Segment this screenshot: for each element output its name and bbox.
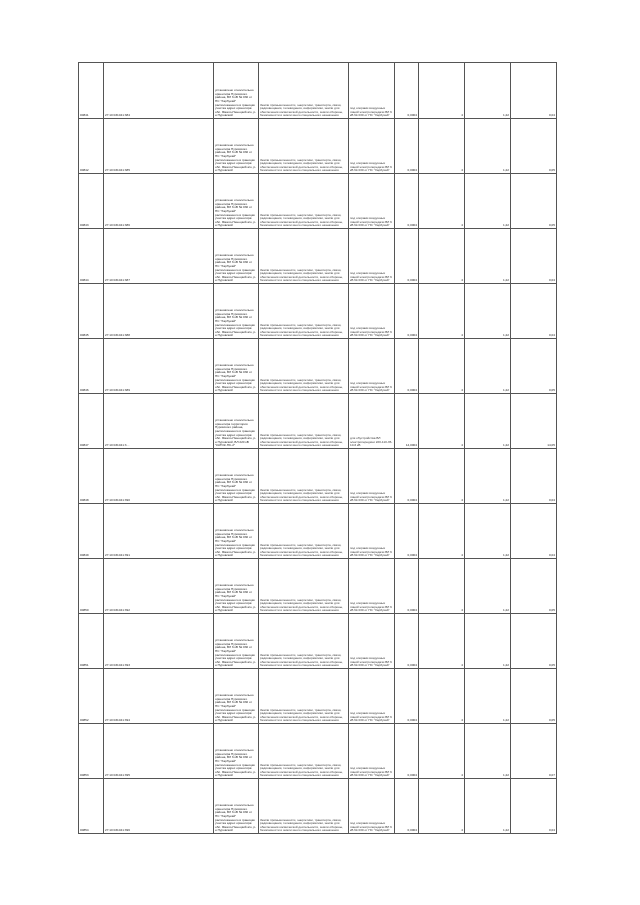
area-value: 0,0004 <box>395 559 419 614</box>
row-number: 00845 <box>79 284 104 339</box>
unit-value: 4 <box>419 174 465 229</box>
cadastral-number: 27:10:031041:391 <box>104 504 214 559</box>
total-value: 14,05 <box>511 394 557 449</box>
cadastral-number: 27:10:031041:394 <box>104 669 214 724</box>
area-value: 0,0004 <box>395 724 419 779</box>
permitted-use: под опорами воздушных линий электропередачи ВЛ 6 кВ № 030 от ПС "Харбукай" <box>349 284 395 339</box>
cadastral-number: 27:10:031041:396 <box>104 779 214 834</box>
location-description: установлено относительно ориентира Пуровского района, ВЛ 6 кВ № 030 от ПС "Харбукай" расположенного в границах участка адрес ориентира: обл. Ямало-Ненецкий а/о, р-н Пуровский <box>214 119 259 174</box>
land-category: Земли промышленности, энергетики, транспорта, связи, радиовещания, телевидения, информатики, земли для обеспечения космической деятельности, земли обороны, безопасности и земли иного специального назначения <box>259 669 349 724</box>
area-value: 0,0004 <box>395 779 419 834</box>
permitted-use: под опорами воздушных линий электропередачи ВЛ 6 кВ № 030 от ПС "Харбукай" <box>349 559 395 614</box>
row-number: 00842 <box>79 119 104 174</box>
cadastral-number: 27:10:031041:392 <box>104 559 214 614</box>
cadastral-number: 27:10:031041:393 <box>104 614 214 669</box>
cadastral-number: 27:10:031041:386 <box>104 174 214 229</box>
location-description: установлено относительно ориентира Пуровского района, ВЛ 6 кВ № 030 от ПС "Харбукай" расположенного в границах участка адрес ориентира: обл. Ямало-Ненецкий а/о, р-н Пуровский <box>214 724 259 779</box>
location-description: установлено относительно ориентира Пуровского района, ВЛ 6 кВ № 030 от ПС "Харбукай" расположенного в границах участка адрес ориентира: обл. Ямало-Ненецкий а/о, р-н Пуровский <box>214 174 259 229</box>
permitted-use: под опорами воздушных линий электропередачи ВЛ 6 кВ № 030 от ПС "Харбукай" <box>349 229 395 284</box>
table-row <box>79 339 557 394</box>
rate-value: 1,22 <box>465 504 511 559</box>
land-register-table <box>78 62 557 834</box>
total-value: 0,04 <box>511 779 557 834</box>
total-value: 0,05 <box>511 614 557 669</box>
unit-value: 4 <box>419 449 465 504</box>
unit-value: 4 <box>419 669 465 724</box>
row-number: 00851 <box>79 614 104 669</box>
land-category: Земли промышленности, энергетики, транспорта, связи, радиовещания, телевидения, информатики, земли для обеспечения космической деятельности, земли обороны, безопасности и земли иного специального назначения <box>259 394 349 449</box>
rate-value: 1,22 <box>465 724 511 779</box>
unit-value: 4 <box>419 394 465 449</box>
table-row <box>79 119 557 174</box>
land-category: Земли промышленности, энергетики, транспорта, связи, радиовещания, телевидения, информатики, земли для обеспечения космической деятельности, земли обороны, безопасности и земли иного специального назначения <box>259 119 349 174</box>
rate-value: 1,22 <box>465 559 511 614</box>
permitted-use: под опорами воздушных линий электропередачи ВЛ 6 кВ № 030 от ПС "Харбукай" <box>349 779 395 834</box>
row-number: 00844 <box>79 229 104 284</box>
location-description: установлено относительно ориентира Пуровского района, ВЛ 6 кВ № 030 от ПС "Харбукай" расположенного в границах участка адрес ориентира: обл. Ямало-Ненецкий а/о, р-н Пуровский <box>214 449 259 504</box>
location-description: установлено относительно ориентира Пуровского района, ВЛ 6 кВ № 030 от ПС "Харбукай" расположенного в границах участка адрес ориентира: обл. Ямало-Ненецкий а/о, р-н Пуровский <box>214 559 259 614</box>
rate-value: 1,22 <box>465 779 511 834</box>
row-number: 00848 <box>79 449 104 504</box>
area-value: 0,0004 <box>395 449 419 504</box>
rate-value: 1,22 <box>465 284 511 339</box>
row-number: 00850 <box>79 559 104 614</box>
total-value: 0,05 <box>511 669 557 724</box>
permitted-use: под опорами воздушных линий электропередачи ВЛ 6 кВ № 030 от ПС "Харбукай" <box>349 174 395 229</box>
total-value: 0,04 <box>511 449 557 504</box>
rate-value: 1,22 <box>465 229 511 284</box>
location-description: установлено относительно ориентира Пуровского района, ВЛ 6 кВ № 030 от ПС "Харбукай" расположенного в границах участка адрес ориентира: обл. Ямало-Ненецкий а/о, р-н Пуровский <box>214 229 259 284</box>
unit-value: 4 <box>419 724 465 779</box>
cadastral-number: 27:10:031041:3… <box>104 394 214 449</box>
permitted-use: под опорами воздушных линий электропередачи ВЛ 6 кВ № 030 от ПС "Харбукай" <box>349 63 395 119</box>
total-value: 0,04 <box>511 504 557 559</box>
location-description: установлено относительно ориентира Пуровского района, ВЛ 6 кВ № 030 от ПС "Харбукай" расположенного в границах участка адрес ориентира: обл. Ямало-Ненецкий а/о, р-н Пуровский <box>214 63 259 119</box>
location-description: установлено относительно ориентира Пуровского района, ВЛ 6 кВ № 030 от ПС "Харбукай" расположенного в границах участка адрес ориентира: обл. Ямало-Ненецкий а/о, р-н Пуровский <box>214 614 259 669</box>
table-row <box>79 63 557 119</box>
unit-value: 4 <box>419 559 465 614</box>
unit-value: 4 <box>419 119 465 174</box>
rate-value: 1,22 <box>465 63 511 119</box>
area-value: 0,0004 <box>395 229 419 284</box>
row-number: 00849 <box>79 504 104 559</box>
cadastral-number: 27:10:031041:385 <box>104 119 214 174</box>
rate-value: 1,22 <box>465 394 511 449</box>
area-value: 0,0004 <box>395 669 419 724</box>
total-value: 0,05 <box>511 339 557 394</box>
table-body <box>79 63 557 834</box>
unit-value: 4 <box>419 284 465 339</box>
permitted-use: под опорами воздушных линий электропередачи ВЛ 6 кВ № 030 от ПС "Харбукай" <box>349 119 395 174</box>
rate-value: 1,22 <box>465 119 511 174</box>
rate-value: 1,22 <box>465 174 511 229</box>
table-row <box>79 614 557 669</box>
total-value: 0,07 <box>511 724 557 779</box>
total-value: 0,05 <box>511 119 557 174</box>
area-value: 14,0004 <box>395 394 419 449</box>
table-row <box>79 394 557 449</box>
cadastral-number: 27:10:031041:389 <box>104 339 214 394</box>
row-number: 00841 <box>79 63 104 119</box>
cadastral-number: 27:10:031041:390 <box>104 449 214 504</box>
area-value: 0,0004 <box>395 339 419 394</box>
land-category: Земли промышленности, энергетики, транспорта, связи, радиовещания, телевидения, информатики, земли для обеспечения космической деятельности, земли обороны, безопасности и земли иного специального назначения <box>259 339 349 394</box>
land-category: Земли промышленности, энергетики, транспорта, связи, радиовещания, телевидения, информатики, земли для обеспечения космической деятельности, земли обороны, безопасности и земли иного специального назначения <box>259 229 349 284</box>
unit-value: 4 <box>419 229 465 284</box>
rate-value: 1,22 <box>465 339 511 394</box>
row-number: 00843 <box>79 174 104 229</box>
land-category: Земли промышленности, энергетики, транспорта, связи, радиовещания, телевидения, информатики, земли для обеспечения космической деятельности, земли обороны, безопасности и земли иного специального назначения <box>259 614 349 669</box>
unit-value: 4 <box>419 504 465 559</box>
total-value: 0,04 <box>511 229 557 284</box>
table-row <box>79 174 557 229</box>
row-number: 00852 <box>79 669 104 724</box>
area-value: 0,0004 <box>395 174 419 229</box>
row-number: 00847 <box>79 394 104 449</box>
cadastral-number: 27:10:031041:384 <box>104 63 214 119</box>
location-description: установлено относительно ориентира Пуровского района, ВЛ 6 кВ № 030 от ПС "Харбукай" расположенного в границах участка адрес ориентира: обл. Ямало-Ненецкий а/о, р-н Пуровский <box>214 669 259 724</box>
unit-value: 4 <box>419 614 465 669</box>
unit-value: 4 <box>419 339 465 394</box>
permitted-use: под опорами воздушных линий электропередачи ВЛ 6 кВ № 030 от ПС "Харбукай" <box>349 339 395 394</box>
cadastral-number: 27:10:031041:387 <box>104 229 214 284</box>
total-value: 0,05 <box>511 174 557 229</box>
permitted-use: под опорами воздушных линий электропередачи ВЛ 6 кВ № 030 от ПС "Харбукай" <box>349 614 395 669</box>
unit-value: 4 <box>419 779 465 834</box>
permitted-use: под опорами воздушных линий электропередачи ВЛ 6 кВ № 030 от ПС "Харбукай" <box>349 504 395 559</box>
land-category: Земли промышленности, энергетики, транспорта, связи, радиовещания, телевидения, информатики, земли для обеспечения космической деятельности, земли обороны, безопасности и земли иного специального назначения <box>259 284 349 339</box>
area-value: 0,0004 <box>395 119 419 174</box>
land-category: Земли промышленности, энергетики, транспорта, связи, радиовещания, телевидения, информатики, земли для обеспечения космической деятельности, земли обороны, безопасности и земли иного специального назначения <box>259 63 349 119</box>
land-category: Земли промышленности, энергетики, транспорта, связи, радиовещания, телевидения, информатики, земли для обеспечения космической деятельности, земли обороны, безопасности и земли иного специального назначения <box>259 559 349 614</box>
land-category: Земли промышленности, энергетики, транспорта, связи, радиовещания, телевидения, информатики, земли для обеспечения космической деятельности, земли обороны, безопасности и земли иного специального назначения <box>259 504 349 559</box>
permitted-use: под опорами воздушных линий электропередачи ВЛ 6 кВ № 030 от ПС "Харбукай" <box>349 669 395 724</box>
location-description: установлено относительно ориентира Пуровского района, ВЛ 6 кВ № 030 от ПС "Харбукай" расположенного в границах участка адрес ориентира: обл. Ямало-Ненецкий а/о, р-н Пуровский <box>214 779 259 834</box>
table-row <box>79 724 557 779</box>
table-row <box>79 284 557 339</box>
location-description: установлено относительно ориентира Пуровского района, ВЛ 6 кВ № 030 от ПС "Харбукай" расположенного в границах участка адрес ориентира: обл. Ямало-Ненецкий а/о, р-н Пуровский <box>214 504 259 559</box>
land-category: Земли промышленности, энергетики, транспорта, связи, радиовещания, телевидения, информатики, земли для обеспечения космической деятельности, земли обороны, безопасности и земли иного специального назначения <box>259 724 349 779</box>
unit-value: 4 <box>419 63 465 119</box>
total-value: 0,05 <box>511 559 557 614</box>
table-row <box>79 559 557 614</box>
permitted-use: для обустройства ВЛ электропередачи 220-110-35-10-6 кВ <box>349 394 395 449</box>
area-value: 0,0004 <box>395 284 419 339</box>
total-value: 0,04 <box>511 63 557 119</box>
location-description: установлено относительно ориентира территория Пуровского района, расположенного в границах участка адрес ориентира: обл. Ямало-Ненецкий а/о, р-н Пуровский, ВЛ 220 кВ "КАТОК-ПС-2" <box>214 394 259 449</box>
location-description: установлено относительно ориентира Пуровского района, ВЛ 6 кВ № 030 от ПС "Харбукай" расположенного в границах участка адрес ориентира: обл. Ямало-Ненецкий а/о, р-н Пуровский <box>214 284 259 339</box>
location-description: установлено относительно ориентира Пуровского района, ВЛ 6 кВ № 030 от ПС "Харбукай" расположенного в границах участка адрес ориентира: обл. Ямало-Ненецкий а/о, р-н Пуровский <box>214 339 259 394</box>
area-value: 0,0004 <box>395 504 419 559</box>
land-category: Земли промышленности, энергетики, транспорта, связи, радиовещания, телевидения, информатики, земли для обеспечения космической деятельности, земли обороны, безопасности и земли иного специального назначения <box>259 174 349 229</box>
total-value: 0,04 <box>511 284 557 339</box>
cadastral-number: 27:10:031041:395 <box>104 724 214 779</box>
land-category: Земли промышленности, энергетики, транспорта, связи, радиовещания, телевидения, информатики, земли для обеспечения космической деятельности, земли обороны, безопасности и земли иного специального назначения <box>259 449 349 504</box>
table-row <box>79 504 557 559</box>
rate-value: 1,22 <box>465 614 511 669</box>
row-number: 00853 <box>79 724 104 779</box>
row-number: 00846 <box>79 339 104 394</box>
area-value: 0,0004 <box>395 63 419 119</box>
permitted-use: под опорами воздушных линий электропередачи ВЛ 6 кВ № 030 от ПС "Харбукай" <box>349 449 395 504</box>
table-row <box>79 229 557 284</box>
area-value: 0,0004 <box>395 614 419 669</box>
rate-value: 1,22 <box>465 449 511 504</box>
table-row <box>79 669 557 724</box>
row-number: 00854 <box>79 779 104 834</box>
land-category: Земли промышленности, энергетики, транспорта, связи, радиовещания, телевидения, информатики, земли для обеспечения космической деятельности, земли обороны, безопасности и земли иного специального назначения <box>259 779 349 834</box>
table-row <box>79 449 557 504</box>
table-row <box>79 779 557 834</box>
rate-value: 1,22 <box>465 669 511 724</box>
cadastral-number: 27:10:031041:388 <box>104 284 214 339</box>
permitted-use: под опорами воздушных линий электропередачи ВЛ 6 кВ № 030 от ПС "Харбукай" <box>349 724 395 779</box>
